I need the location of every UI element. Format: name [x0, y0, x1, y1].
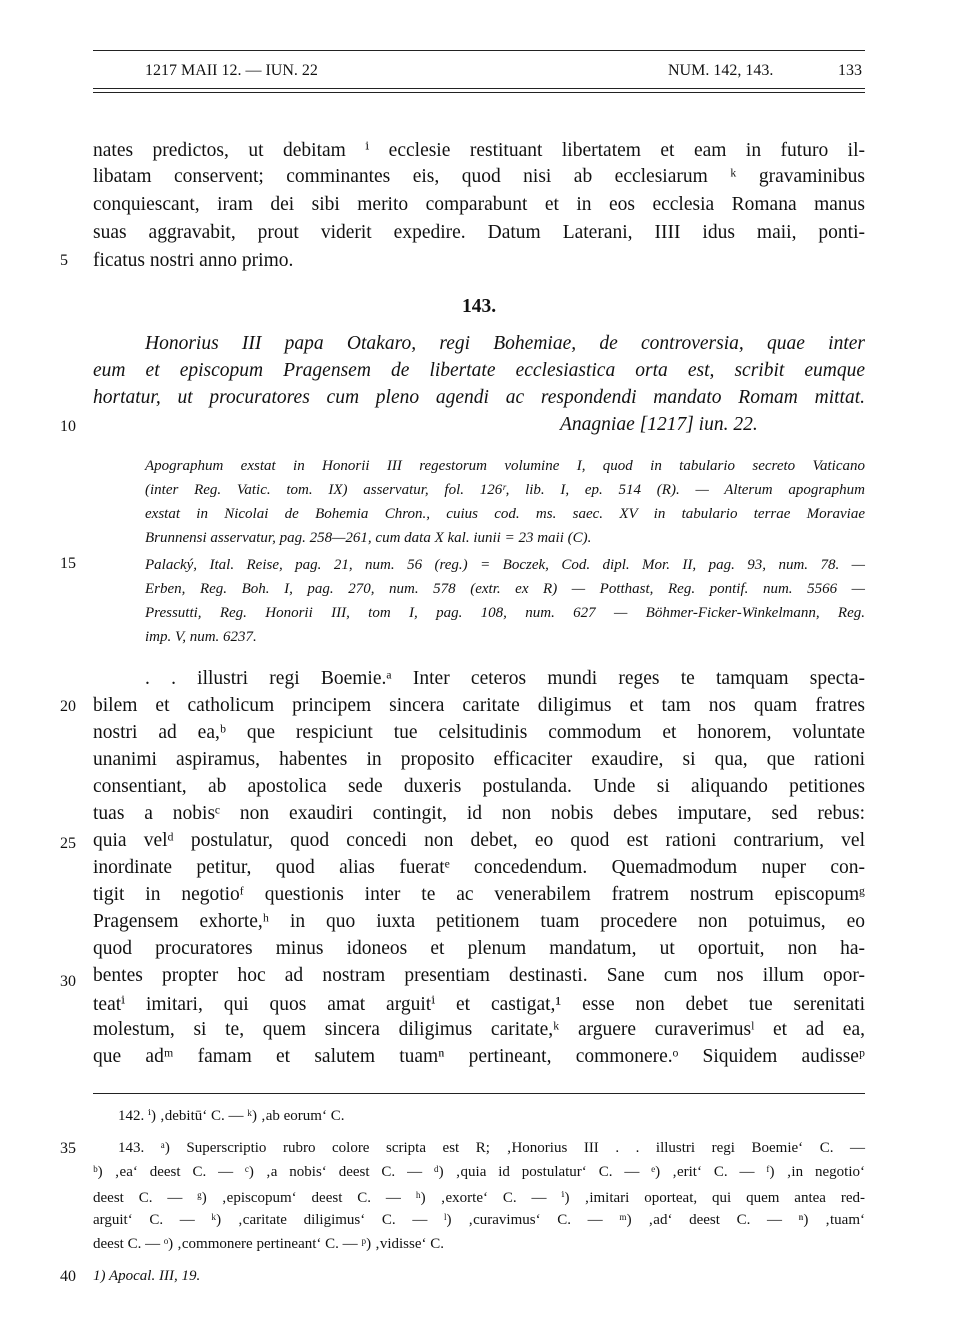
text-line: . . illustri regi Boemie.ᵃ Inter ceteros mundi reges te tamquam specta- — [145, 668, 865, 689]
text-line: teatⁱ imitari, qui quos amat arguitⁱ et castigat,¹ esse non debet tue serenitati — [93, 994, 865, 1015]
editions-line: Pressutti, Reg. Honorii III, tom I, pag. 108, num. 627 — Böhmer-Ficker-Winkelmann, Reg. — [145, 605, 865, 621]
text-line: bentes propter hoc ad nostram presentiam destinasti. Sane cum nos illum opor- — [93, 965, 865, 986]
text-line: quod procuratores minus idoneos et plenum mandatum, ut oportuit, non ha- — [93, 938, 865, 959]
text-line: libatam conservent; comminantes eis, quod nisi ab ecclesiarum ᵏ gravaminibus — [93, 166, 865, 187]
text-line: suas aggravabit, prout viderit expedire. Datum Laterani, IIII idus maii, ponti- — [93, 222, 865, 243]
text-line: tuas a nobisᶜ non exaudiri contingit, id non nobis debes imputare, sed rebus: — [93, 803, 865, 824]
text-line: que adᵐ famam et salutem tuamⁿ pertineant, commonere.ᵒ Siquidem audisseᵖ — [93, 1046, 865, 1067]
line-number: 20 — [60, 698, 76, 715]
tradition-line: Brunnensi asservatur, pag. 258—261, cum data X kal. iunii = 23 maii (C). — [145, 530, 592, 546]
line-number: 5 — [60, 252, 68, 269]
line-number: 10 — [60, 418, 76, 435]
editions-line: Erben, Reg. Boh. I, pag. 270, num. 578 (extr. ex R) — Potthast, Reg. pontif. num. 5566 — — [145, 581, 865, 597]
text-line: bilem et catholicum principem sincera caritate diligimus et tam nos quam fratres — [93, 695, 865, 716]
footnotes-143-line: deest C. — ᵒ) ‚commonere pertineant‘ C. — ᵖ) ‚vidisse‘ C. — [93, 1236, 444, 1252]
footnotes-143-line: 143. ᵃ) Superscriptio rubro colore scripta est R; ‚Honorius III . . illustri regi Boemie‘ C. — — [118, 1140, 865, 1156]
footnotes-143-line: arguit‘ C. — ᵏ) ‚caritate diligimus‘ C. — ˡ) ‚curavimus‘ C. — ᵐ) ‚ad‘ deest C. — ⁿ) ‚tuam‘ — [93, 1212, 865, 1228]
text-line: consentiant, ab apostolica sede duxeris postulanda. Unde si aliquando petitiones — [93, 776, 865, 797]
document-number: 143. — [461, 296, 497, 317]
footnotes-142: 142. ⁱ) ‚debitū‘ C. — ᵏ) ‚ab eorum‘ C. — [118, 1108, 345, 1124]
text-line: nates predictos, ut debitam ⁱ ecclesie restituant libertatem et eam in futuro il- — [93, 140, 865, 161]
footnotes-143-line: deest C. — ᵍ) ‚episcopum‘ deest C. — ʰ) ‚exorte‘ C. — ⁱ) ‚imitari oporteat, qui quem antea red- — [93, 1190, 865, 1206]
header-top-rule — [93, 50, 865, 51]
tradition-line: exstat in Nicolai de Bohemia Chron., cuius cod. ms. saec. XV in tabulario terrae Moraviae — [145, 506, 865, 522]
text-line: molestum, si te, quem sincera diligimus caritate,ᵏ arguere curaverimusˡ et ad ea, — [93, 1019, 865, 1040]
editions-line: Palacký, Ital. Reise, pag. 21, num. 56 (reg.) = Boczek, Cod. dipl. Mor. II, pag. 93, num. 78. — — [145, 557, 865, 573]
header-bottom-rule-2 — [93, 92, 865, 93]
page-number: 133 — [838, 62, 862, 79]
tradition-line: Apographum exstat in Honorii III regestorum volumine I, quod in tabulario secreto Vaticano — [145, 458, 865, 474]
line-number: 30 — [60, 973, 76, 990]
dating: Anagniae [1217] iun. 22. — [560, 414, 758, 435]
regest-line: Honorius III papa Otakaro, regi Bohemiae, de controversia, quae inter — [145, 333, 865, 354]
text-line: tigit in negotioᶠ questionis inter te ac venerabilem fratrem nostrum episcopumᵍ — [93, 884, 865, 905]
text-line: inordinate petitur, quod alias fueratᵉ concedendum. Quemadmodum nuper con- — [93, 857, 865, 878]
tradition-line: (inter Reg. Vatic. tom. IX) asservatur, fol. 126ʳ, lib. I, ep. 514 (R). — Alterum apographum — [145, 482, 865, 498]
text-line: nostri ad ea,ᵇ que respiciunt tue celsitudinis commodum et honorem, voluntate — [93, 722, 865, 743]
regest-line: eum et episcopum Pragensem de libertate ecclesiastica orta est, scribit eumque — [93, 360, 865, 381]
footnote-source: 1) Apocal. III, 19. — [93, 1268, 201, 1284]
line-number: 25 — [60, 835, 76, 852]
text-line: ficatus nostri anno primo. — [93, 250, 294, 271]
header-left: 1217 MAII 12. — IUN. 22 — [145, 62, 318, 79]
line-number: 15 — [60, 555, 76, 572]
line-number: 40 — [60, 1268, 76, 1285]
footnotes-143-line: ᵇ) ‚ea‘ deest C. — ᶜ) ‚a nobis‘ deest C. — ᵈ) ‚quia id postulatur‘ C. — ᵉ) ‚erit‘ C. — ᶠ) ‚in negotio‘ — [93, 1164, 865, 1180]
editions-line: imp. V, num. 6237. — [145, 629, 257, 645]
header-center: NUM. 142, 143. — [668, 62, 774, 79]
text-line: unanimi aspiramus, habentes in proposito efficaciter exaudire, si qua, que rationi — [93, 749, 865, 770]
line-number: 35 — [60, 1140, 76, 1157]
footnote-rule — [93, 1093, 865, 1094]
regest-line: hortatur, ut procuratores cum pleno agendi ac respondendi mandato Romam mittat. — [93, 387, 865, 408]
header-bottom-rule — [93, 88, 865, 89]
text-line: quia velᵈ postulatur, quod concedi non debet, eo quod est rationi contrarium, vel — [93, 830, 865, 851]
text-line: Pragensem exhorte,ʰ in quo iuxta petitionem tuam procedere non potuimus, eo — [93, 911, 865, 932]
text-line: conquiescant, iram dei sibi merito comparabunt et in eos ecclesia Romana manus — [93, 194, 865, 215]
